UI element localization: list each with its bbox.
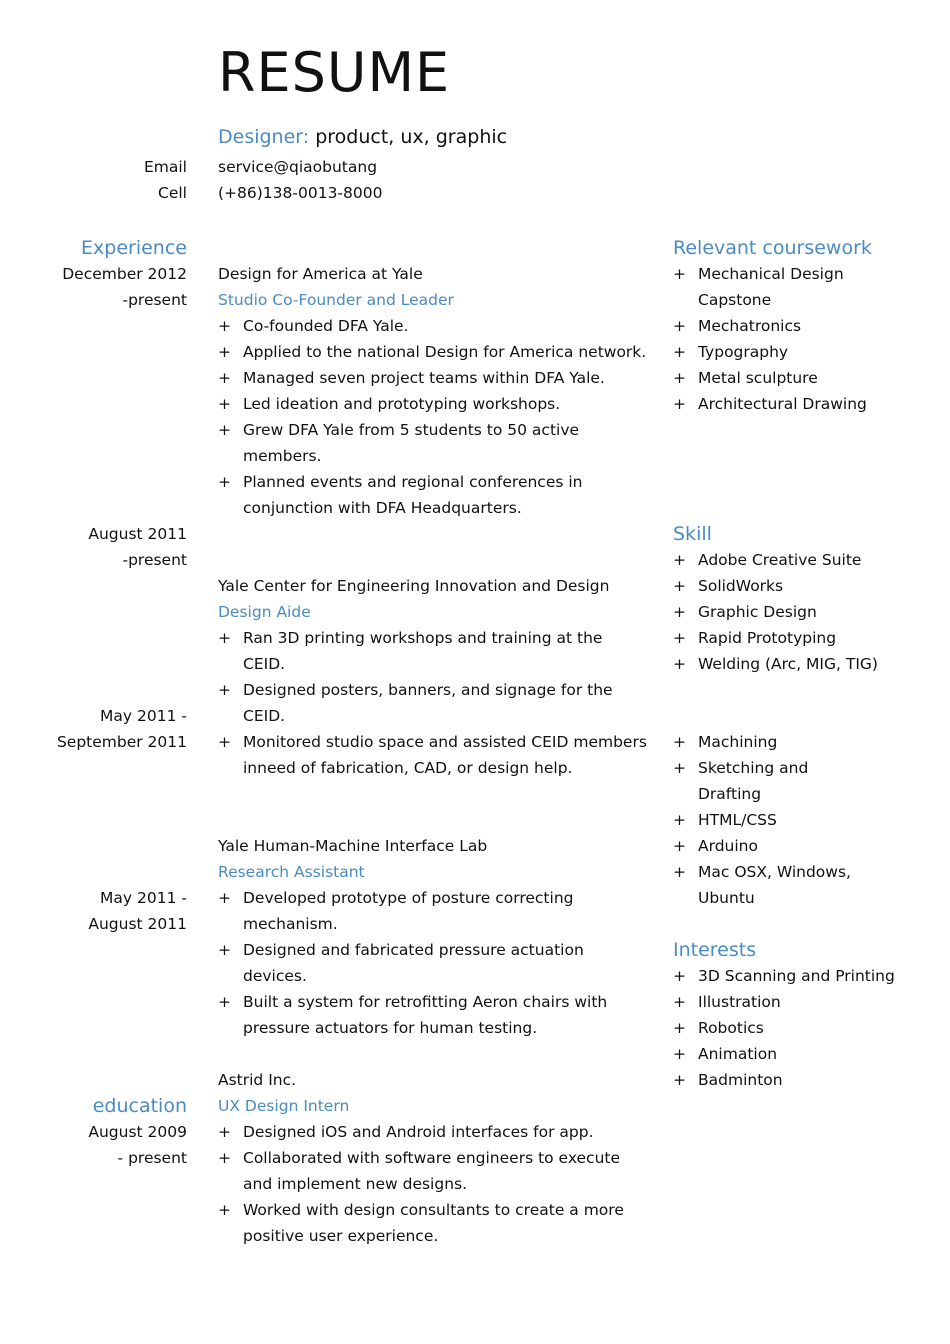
list-item-text: Designed posters, banners, and signage for the CEID. [243, 681, 613, 725]
date-3-line2: September 2011 [56, 733, 187, 751]
list-item [218, 313, 648, 339]
list-item-text: Typography [698, 343, 789, 361]
list-item [673, 573, 913, 599]
list-item-text: Graphic Design [698, 603, 817, 621]
list-item [673, 313, 873, 339]
skill-list-a [673, 547, 913, 677]
plus-icon: + [218, 473, 231, 491]
list-item-text: Collaborated with software engineers to execute and implement new designs. [243, 1149, 621, 1193]
list-item [673, 365, 873, 391]
plus-icon: + [673, 759, 686, 777]
education-heading: education [92, 1095, 187, 1117]
date-1-line1: December 2012 [62, 265, 187, 283]
skill-list-b [673, 729, 873, 911]
plus-icon: + [218, 733, 231, 751]
plus-icon: + [673, 265, 686, 283]
list-item [673, 599, 913, 625]
list-item-text: Designed iOS and Android interfaces for app. [243, 1123, 594, 1141]
cell-value: (+86)138-0013-8000 [218, 184, 383, 202]
list-item [673, 261, 873, 313]
skill-heading: Skill [673, 523, 712, 545]
list-item-text: Grew DFA Yale from 5 students to 50 active members. [243, 421, 580, 465]
plus-icon: + [218, 629, 231, 647]
role-prefix: Designer: [218, 126, 310, 148]
date-4-line2: August 2011 [88, 915, 187, 933]
list-item-text: Planned events and regional conferences in conjunction with DFA Headquarters. [243, 473, 583, 517]
list-item [218, 677, 648, 729]
list-item-text: Mac OSX, Windows, Ubuntu [698, 863, 851, 907]
plus-icon: + [218, 369, 231, 387]
education-date-line2: - present [117, 1149, 187, 1167]
plus-icon: + [673, 837, 686, 855]
list-item [218, 729, 648, 781]
date-2-line2: -present [122, 551, 187, 569]
plus-icon: + [673, 603, 686, 621]
list-item-text: Welding (Arc, MIG, TIG) [698, 655, 878, 673]
plus-icon: + [673, 655, 686, 673]
plus-icon: + [218, 395, 231, 413]
list-item-text: Developed prototype of posture correcting mechanism. [243, 889, 574, 933]
plus-icon: + [673, 577, 686, 595]
job-4-org: Astrid Inc. [218, 1071, 297, 1089]
plus-icon: + [673, 967, 686, 985]
list-item-text: Co-founded DFA Yale. [243, 317, 409, 335]
list-item-text: Animation [698, 1045, 778, 1063]
plus-icon: + [218, 1123, 231, 1141]
list-item [218, 469, 648, 521]
list-item-text: Machining [698, 733, 778, 751]
date-2-line1: August 2011 [88, 525, 187, 543]
list-item [218, 339, 648, 365]
list-item [218, 885, 648, 937]
list-item [673, 963, 913, 989]
list-item-text: Ran 3D printing workshops and training at the CEID. [243, 629, 603, 673]
list-item-text: Adobe Creative Suite [698, 551, 862, 569]
list-item [218, 625, 648, 677]
job-4-items [218, 1119, 648, 1249]
list-item [673, 1067, 913, 1093]
plus-icon: + [218, 1201, 231, 1219]
list-item-text: Designed and fabricated pressure actuation devices. [243, 941, 584, 985]
list-item [673, 625, 913, 651]
cell-label: Cell [158, 184, 187, 202]
job-4-role: UX Design Intern [218, 1097, 350, 1115]
plus-icon: + [218, 343, 231, 361]
education-date-line1: August 2009 [88, 1123, 187, 1141]
plus-icon: + [673, 1045, 686, 1063]
list-item-text: Badminton [698, 1071, 783, 1089]
list-item-text: Monitored studio space and assisted CEID members inneed of fabrication, CAD, or design help. [243, 733, 647, 777]
date-1-line2: -present [122, 291, 187, 309]
list-item-text: Arduino [698, 837, 758, 855]
list-item-text: Sketching and Drafting [698, 759, 809, 803]
list-item-text: Worked with design consultants to create a more positive user experience. [243, 1201, 624, 1245]
list-item [673, 807, 873, 833]
plus-icon: + [218, 317, 231, 335]
interests-heading: Interests [673, 939, 757, 961]
list-item [673, 833, 873, 859]
plus-icon: + [673, 343, 686, 361]
list-item [673, 1041, 913, 1067]
date-4-line1: May 2011 - [100, 889, 187, 907]
list-item [218, 1197, 648, 1249]
job-2-items [218, 625, 648, 781]
job-3-items [218, 885, 648, 1041]
coursework-list [673, 261, 873, 417]
interests-list [673, 963, 913, 1093]
list-item [218, 1119, 648, 1145]
plus-icon: + [218, 421, 231, 439]
list-item [673, 989, 913, 1015]
list-item [673, 391, 873, 417]
list-item [673, 651, 913, 677]
list-item-text: Led ideation and prototyping workshops. [243, 395, 561, 413]
plus-icon: + [218, 889, 231, 907]
date-3-line1: May 2011 - [100, 707, 187, 725]
plus-icon: + [218, 993, 231, 1011]
resume-title: RESUME [218, 41, 451, 104]
plus-icon: + [673, 551, 686, 569]
list-item [673, 755, 873, 807]
coursework-heading: Relevant coursework [673, 237, 872, 259]
list-item-text: Illustration [698, 993, 781, 1011]
job-1-role: Studio Co-Founder and Leader [218, 291, 454, 309]
list-item [218, 989, 648, 1041]
list-item [673, 859, 873, 911]
plus-icon: + [218, 941, 231, 959]
plus-icon: + [673, 629, 686, 647]
job-2-role: Design Aide [218, 603, 311, 621]
list-item [218, 1145, 648, 1197]
plus-icon: + [673, 1071, 686, 1089]
plus-icon: + [673, 733, 686, 751]
role-line [218, 124, 507, 150]
list-item-text: 3D Scanning and Printing [698, 967, 895, 985]
plus-icon: + [218, 1149, 231, 1167]
email-label: Email [143, 158, 187, 176]
plus-icon: + [673, 993, 686, 1011]
list-item-text: Mechatronics [698, 317, 802, 335]
plus-icon: + [673, 811, 686, 829]
list-item-text: Robotics [698, 1019, 764, 1037]
list-item-text: Managed seven project teams within DFA Yale. [243, 369, 605, 387]
list-item [673, 547, 913, 573]
experience-heading: Experience [81, 237, 187, 259]
plus-icon: + [673, 863, 686, 881]
plus-icon: + [673, 1019, 686, 1037]
list-item-text: HTML/CSS [698, 811, 777, 829]
list-item-text: Rapid Prototyping [698, 629, 837, 647]
role-value: product, ux, graphic [315, 126, 508, 148]
job-1-items [218, 313, 648, 521]
list-item-text: Architectural Drawing [698, 395, 867, 413]
list-item [673, 339, 873, 365]
list-item-text: Applied to the national Design for America network. [243, 343, 647, 361]
list-item [673, 729, 873, 755]
list-item [218, 365, 648, 391]
list-item-text: Metal sculpture [698, 369, 818, 387]
job-3-org: Yale Human-Machine Interface Lab [218, 837, 488, 855]
list-item [673, 1015, 913, 1041]
plus-icon: + [673, 317, 686, 335]
list-item [218, 937, 648, 989]
list-item-text: Mechanical Design Capstone [698, 265, 844, 309]
plus-icon: + [673, 369, 686, 387]
list-item [218, 391, 648, 417]
job-3-role: Research Assistant [218, 863, 365, 881]
list-item-text: Built a system for retrofitting Aeron chairs with pressure actuators for human testing. [243, 993, 608, 1037]
job-1-org: Design for America at Yale [218, 265, 423, 283]
plus-icon: + [218, 681, 231, 699]
email-value: service@qiaobutang [218, 158, 378, 176]
job-2-org: Yale Center for Engineering Innovation and Design [218, 577, 610, 595]
plus-icon: + [673, 395, 686, 413]
list-item [218, 417, 648, 469]
list-item-text: SolidWorks [698, 577, 784, 595]
